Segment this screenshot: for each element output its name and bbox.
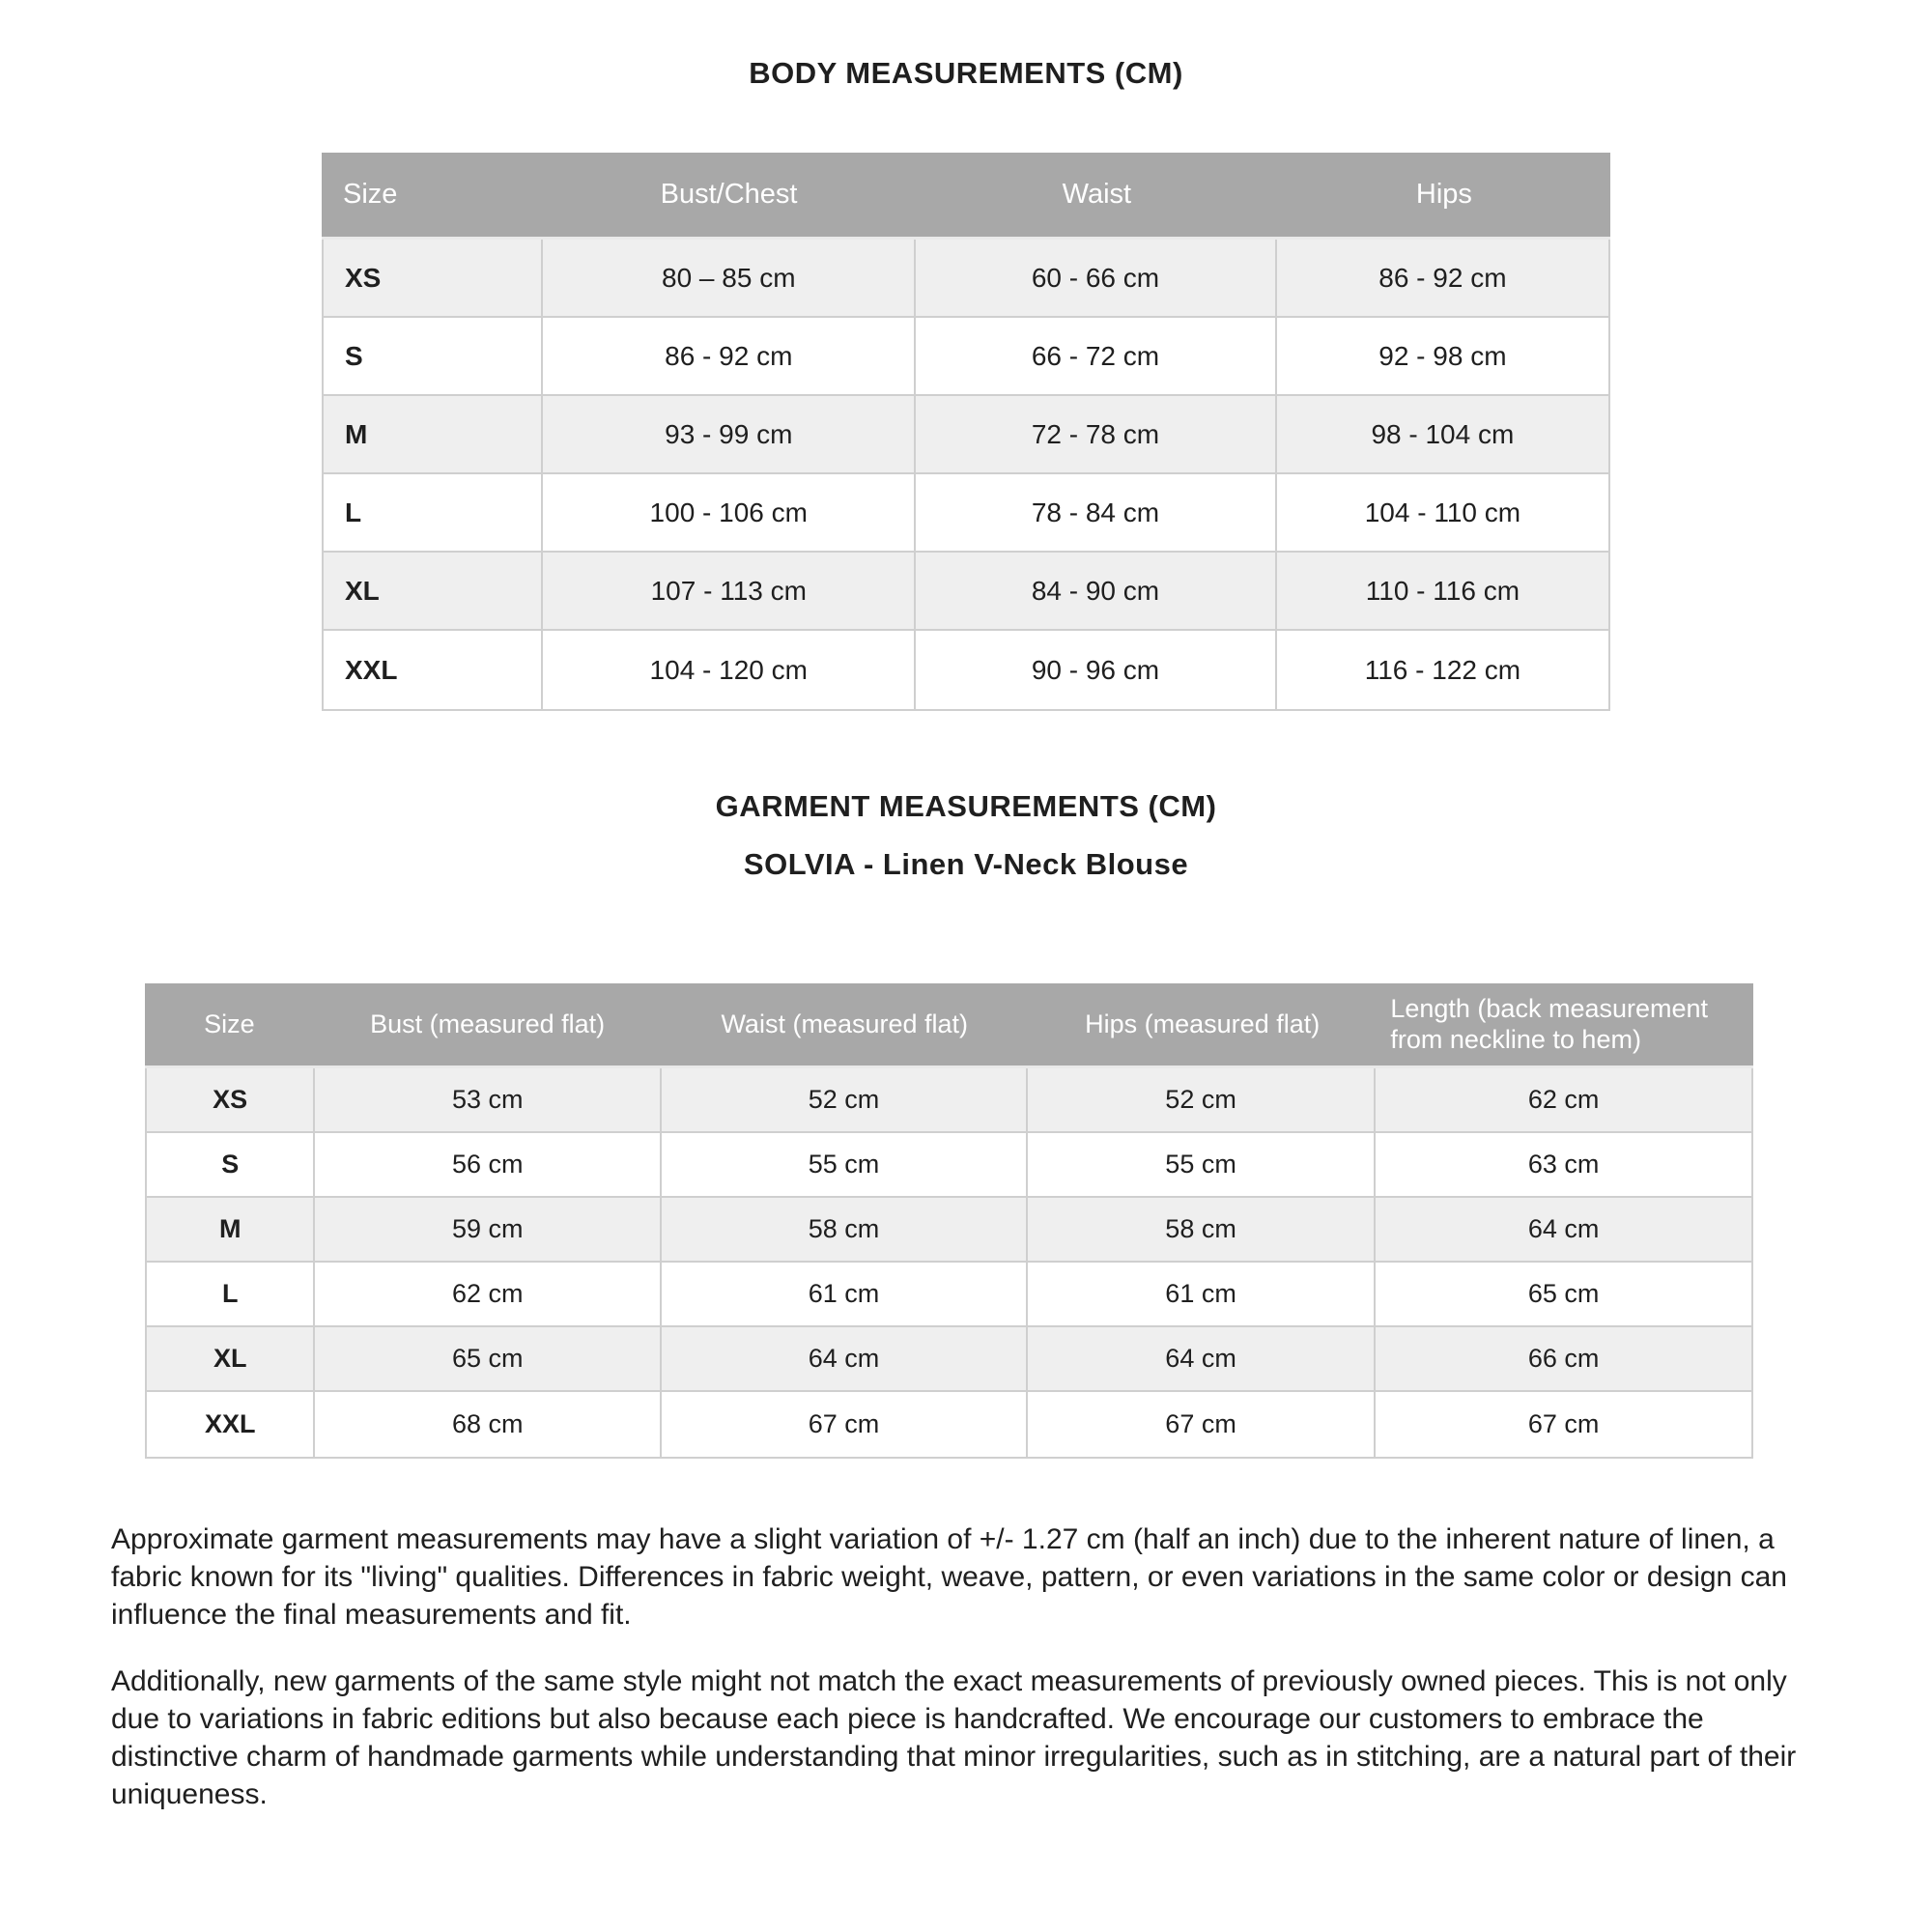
bust-value: 107 - 113 cm	[543, 553, 916, 629]
hips-value: 55 cm	[1028, 1133, 1376, 1196]
length-value: 62 cm	[1527, 1085, 1600, 1114]
table-row	[324, 631, 1608, 709]
garment-measurements-table	[145, 983, 1753, 1459]
body-table-header-waist: Waist	[1062, 179, 1132, 210]
waist-value: 64 cm	[662, 1327, 1028, 1390]
body-measurements-table	[322, 153, 1610, 711]
hips-value: 52 cm	[1028, 1068, 1376, 1131]
bust-value: 53 cm	[315, 1068, 662, 1131]
bust-value: 93 - 99 cm	[543, 396, 916, 472]
size-label: S	[324, 318, 543, 394]
hips-value: 92 - 98 cm	[1378, 340, 1507, 371]
waist-value: 61 cm	[662, 1263, 1028, 1325]
garment-table-header-row	[145, 983, 1753, 1068]
table-row	[147, 1327, 1751, 1392]
length-value: 65 cm	[1527, 1279, 1600, 1308]
garment-table-header-bust: Bust (measured flat)	[370, 1009, 606, 1038]
hips-value: 98 - 104 cm	[1371, 418, 1515, 449]
waist-value: 52 cm	[662, 1068, 1028, 1131]
bust-value: 86 - 92 cm	[543, 318, 916, 394]
waist-value: 67 cm	[662, 1392, 1028, 1457]
size-label: L	[324, 474, 543, 551]
length-value: 64 cm	[1527, 1214, 1600, 1243]
size-label: M	[324, 396, 543, 472]
bust-value: 56 cm	[315, 1133, 662, 1196]
size-label: M	[147, 1198, 315, 1261]
table-row	[147, 1198, 1751, 1263]
body-table-header-row	[322, 153, 1610, 240]
body-table-header-bust-chest: Bust/Chest	[660, 179, 798, 210]
size-label: S	[147, 1133, 315, 1196]
body-table-body	[322, 240, 1610, 711]
waist-value: 55 cm	[662, 1133, 1028, 1196]
variation-disclaimer-paragraph: Approximate garment measurements may have a slight variation of +/- 1.27 cm (half an inch) due to the inherent nature of linen, a fabric known for its "living" qualities. Differences in fabric weight, weave, pattern, or even variations in the same color or design can influence the final measurements and fit.	[111, 1523, 1787, 1631]
body-table-header-size: Size	[343, 179, 398, 210]
waist-value: 60 - 66 cm	[916, 240, 1277, 316]
table-row	[324, 396, 1608, 474]
handcrafted-disclaimer-paragraph: Additionally, new garments of the same style might not match the exact measurements of previously owned pieces. This is not only due to variations in fabric editions but also because each piece is handcrafted. We encourage our customers to embrace the distinctive charm of handmade garments while understanding that minor irregularities, such as in stitching, are a natural part of their uniqueness.	[111, 1665, 1797, 1810]
hips-value: 110 - 116 cm	[1365, 575, 1520, 606]
garment-table-header-hips: Hips (measured flat)	[1085, 1009, 1321, 1038]
body-measurements-title: BODY MEASUREMENTS (CM)	[749, 56, 1183, 90]
garment-table-header-length: Length (back measurement from neckline to hem)	[1390, 994, 1709, 1054]
garment-measurements-title: GARMENT MEASUREMENTS (CM)	[715, 789, 1217, 823]
bust-value: 104 - 120 cm	[543, 631, 916, 709]
garment-product-subtitle: SOLVIA - Linen V-Neck Blouse	[743, 847, 1189, 881]
table-row	[147, 1392, 1751, 1457]
hips-value: 86 - 92 cm	[1378, 262, 1507, 293]
table-row	[324, 474, 1608, 553]
size-label: XS	[324, 240, 543, 316]
garment-table-header-waist: Waist (measured flat)	[721, 1009, 969, 1038]
table-row	[147, 1068, 1751, 1133]
size-label: XXL	[324, 631, 543, 709]
hips-value: 61 cm	[1028, 1263, 1376, 1325]
hips-value: 64 cm	[1028, 1327, 1376, 1390]
bust-value: 80 – 85 cm	[543, 240, 916, 316]
length-value: 67 cm	[1527, 1409, 1600, 1438]
garment-table-body	[145, 1068, 1753, 1459]
waist-value: 72 - 78 cm	[916, 396, 1277, 472]
length-value: 63 cm	[1527, 1150, 1600, 1179]
waist-value: 66 - 72 cm	[916, 318, 1277, 394]
size-label: XL	[147, 1327, 315, 1390]
waist-value: 90 - 96 cm	[916, 631, 1277, 709]
bust-value: 100 - 106 cm	[543, 474, 916, 551]
table-row	[324, 553, 1608, 631]
hips-value: 116 - 122 cm	[1364, 654, 1521, 685]
garment-table-header-size: Size	[204, 1009, 255, 1038]
hips-value: 67 cm	[1028, 1392, 1376, 1457]
waist-value: 58 cm	[662, 1198, 1028, 1261]
hips-value: 104 - 110 cm	[1364, 497, 1521, 527]
waist-value: 84 - 90 cm	[916, 553, 1277, 629]
bust-value: 65 cm	[315, 1327, 662, 1390]
size-label: XXL	[147, 1392, 315, 1457]
table-row	[147, 1263, 1751, 1327]
size-label: L	[147, 1263, 315, 1325]
length-value: 66 cm	[1527, 1344, 1600, 1373]
waist-value: 78 - 84 cm	[916, 474, 1277, 551]
table-row	[324, 318, 1608, 396]
bust-value: 68 cm	[315, 1392, 662, 1457]
bust-value: 62 cm	[315, 1263, 662, 1325]
bust-value: 59 cm	[315, 1198, 662, 1261]
table-row	[147, 1133, 1751, 1198]
size-label: XL	[324, 553, 543, 629]
hips-value: 58 cm	[1028, 1198, 1376, 1261]
body-table-header-hips: Hips	[1415, 179, 1472, 210]
table-row	[324, 240, 1608, 318]
size-label: XS	[147, 1068, 315, 1131]
